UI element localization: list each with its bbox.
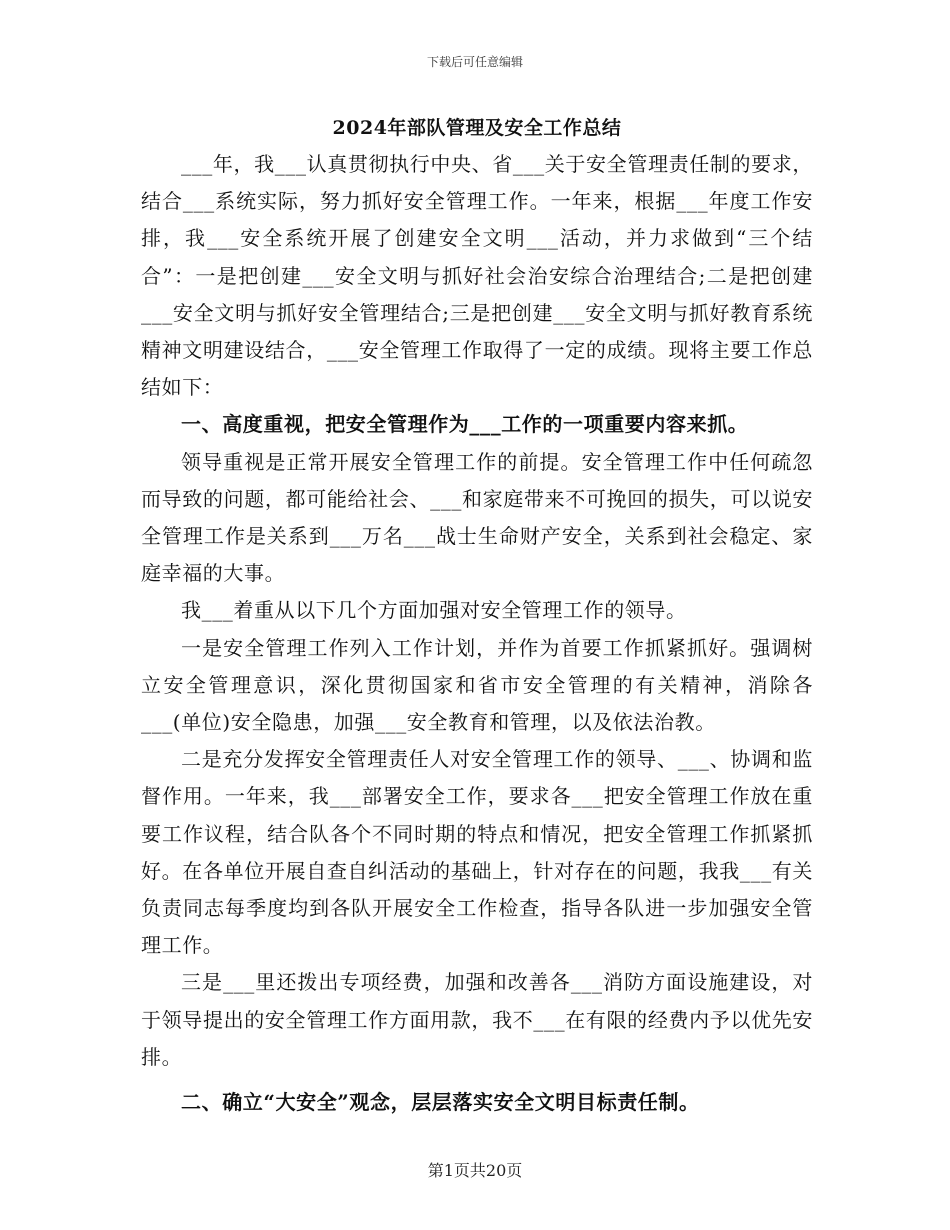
paragraph-point-two: 二是充分发挥安全管理责任人对安全管理工作的领导、___、协调和监督作用。一年来，我___部署安全工作，要求各___把安全管理工作放在重要工作议程，结合队各个不同时期的特点和情况，把安全管理工作抓紧抓好。在各单位开展自查自纠活动的基础上，针对存在的问题，我我___有关负责同志每季度均到各队开展安全工作检查，指导各队进一步加强安全管理工作。 <box>141 747 813 958</box>
paragraph-point-one: 一是安全管理工作列入工作计划，并作为首要工作抓紧抓好。强调树立安全管理意识，深化贯彻国家和省市安全管理的有关精神，消除各___(单位)安全隐患，加强___安全教育和管理，以及依法治教。 <box>141 635 813 735</box>
page-footer <box>0 1158 950 1181</box>
paragraph-leadership: 领导重视是正常开展安全管理工作的前提。安全管理工作中任何疏忽而导致的问题，都可能给社会、___和家庭带来不可挽回的损失，可以说安全管理工作是关系到___万名___战士生命财产安全，关系到社会稳定、家庭幸福的大事。 <box>141 449 813 586</box>
spacer <box>141 1076 813 1084</box>
section-heading-1: 一、高度重视，把安全管理作为___工作的一项重要内容来抓。 <box>181 412 749 437</box>
page-header <box>0 53 950 70</box>
page-number: 第1页共20页 <box>427 1161 523 1180</box>
header-text: 下载后可任意编辑 <box>426 55 523 69</box>
paragraph-intro: ___年，我___认真贯彻执行中央、省___关于安全管理责任制的要求，结合___系统实际，努力抓好安全管理工作。一年来，根据___年度工作安排，我___安全系统开展了创建安全文明___活动，并力求做到“三个结合”：一是把创建___安全文明与抓好社会治安综合治理结合;二是把创建___安全文明与抓好安全管理结合;三是把创建___安全文明与抓好教育系统精神文明建设结合，___安全管理工作取得了一定的成绩。现将主要工作总结如下： <box>141 152 813 400</box>
paragraph-aspects: 我___着重从以下几个方面加强对安全管理工作的领导。 <box>181 598 687 623</box>
paragraph-point-three: 三是___里还拨出专项经费，加强和改善各___消防方面设施建设，对于领导提出的安全管理工作方面用款，我不___在有限的经费内予以优先安排。 <box>141 970 813 1069</box>
document-body <box>141 110 813 1121</box>
section-heading-2: 二、确立“大安全”观念，层层落实安全文明目标责任制。 <box>181 1090 700 1115</box>
document-title: 2024年部队管理及安全工作总结 <box>332 117 622 139</box>
